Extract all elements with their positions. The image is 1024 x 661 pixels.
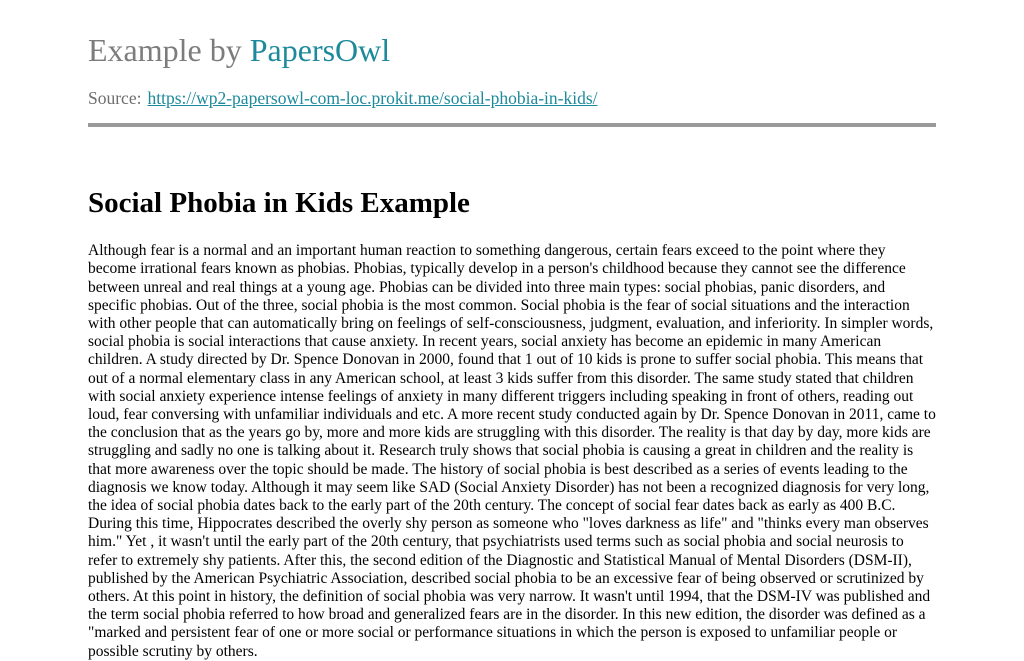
source-link[interactable]: https://wp2-papersowl-com-loc.prokit.me/social-phobia-in-kids/ <box>147 87 598 108</box>
source-line <box>88 88 936 109</box>
page-title-prefix: Example by <box>88 32 250 68</box>
page-title <box>88 32 936 69</box>
essay-content <box>88 187 936 661</box>
essay-title: Social Phobia in Kids Example <box>88 186 470 219</box>
papersowl-brand-link[interactable]: PapersOwl <box>249 32 391 68</box>
document-header <box>88 32 936 127</box>
divider <box>88 123 936 127</box>
source-label: Source: <box>88 87 142 108</box>
essay-body: Although fear is a normal and an important human reaction to something dangerous, certain fears exceed to the point where they become irrational fears known as phobias. Phobias, typically develop in a person's childhood because they cannot see the difference between unreal and real things at a young age. Phobias can be divided into three main types: social phobias, panic disorders, and specific phobias. Out of the three, social phobia is the most common. Social phobia is the fear of social situations and the interaction with other people that can automatically bring on feelings of self-consciousness, judgment, evaluation, and inferiority. In simpler words, social phobia is social interactions that cause anxiety. In recent years, social anxiety has become an epidemic in many American children. A study directed by Dr. Spence Donovan in 2000, found that 1 out of 10 kids is prone to suffer social phobia. This means that out of a normal elementary class in any American school, at least 3 kids suffer from this disorder. The same study stated that children with social anxiety experience intense feelings of anxiety in many different triggers including speaking in front of others, reading out loud, fear conversing with unfamiliar individuals and etc. A more recent study conducted again by Dr. Spence Donovan in 2011, came to the conclusion that as the years go by, more and more kids are struggling with this disorder. The reality is that day by day, more kids are struggling and sadly no one is talking about it. Research truly shows that social phobia is causing a great in children and the reality is that more awareness over the topic should be made. The history of social phobia is best described as a series of events leading to the diagnosis we know today. Although it may seem like SAD (Social Anxiety Disorder) has not been a recognized diagnosis for very long, the idea of social phobia dates back to the early part of the 20th century. The concept of social fear dates back as early as 400 B.C. During this time, Hippocrates described the overly shy person as someone who "loves darkness as life" and "thinks every man observes him." Yet , it wasn't until the early part of the 20th century, that psychiatrists used terms such as social phobia and social neurosis to refer to extremely shy patients. After this, the second edition of the Diagnostic and Statistical Manual of Mental Disorders (DSM-II), published by the American Psychiatric Association, described social phobia to be an excessive fear of being observed or scrutinized by others. At this point in history, the definition of social phobia was very narrow. It wasn't until 1994, that the DSM-IV was published and the term social phobia referred to how broad and generalized fears are in the disorder. In this new edition, the disorder was defined as a "marked and persistent fear of one or more social or performance situations in which the person is exposed to unfamiliar people or possible scrutiny by others. <box>88 242 936 660</box>
